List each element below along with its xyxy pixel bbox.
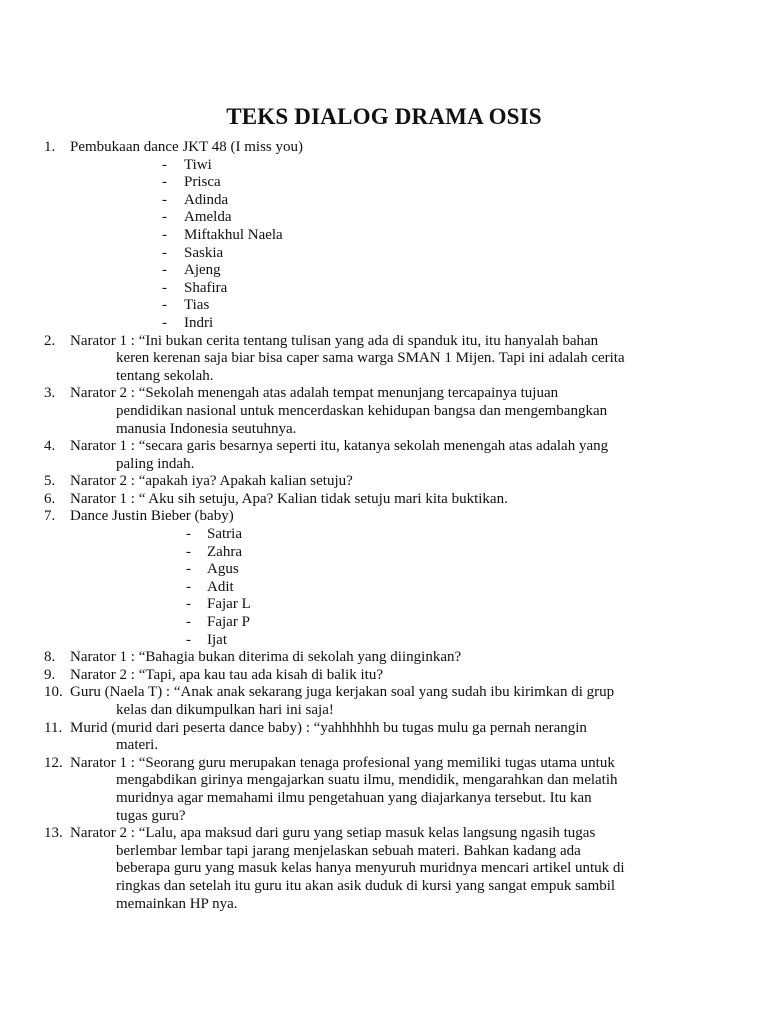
item-line: Narator 1 : “Seorang guru merupakan tenaga profesional yang memiliki tugas utama untuk bbox=[70, 754, 615, 771]
member-name: Tiwi bbox=[184, 156, 212, 173]
member-name: Agus bbox=[207, 561, 239, 578]
list-item-5 bbox=[0, 473, 768, 491]
bullet-dash: - bbox=[186, 596, 191, 613]
list-item-4 bbox=[0, 438, 768, 473]
bullet-dash: - bbox=[162, 191, 167, 208]
item-number: 13. bbox=[44, 825, 63, 842]
member-item bbox=[0, 632, 768, 650]
member-name: Prisca bbox=[184, 174, 221, 191]
item-line: memainkan HP nya. bbox=[116, 895, 238, 912]
item-line: tentang sekolah. bbox=[116, 367, 214, 384]
member-item bbox=[0, 192, 768, 210]
item-line: keren kerenan saja biar bisa caper sama warga SMAN 1 Mijen. Tapi ini adalah cerita bbox=[116, 350, 625, 367]
item-number: 8. bbox=[44, 649, 56, 666]
member-name: Fajar L bbox=[207, 596, 251, 613]
bullet-dash: - bbox=[162, 209, 167, 226]
item-line: kelas dan dikumpulkan hari ini saja! bbox=[116, 702, 334, 718]
bullet-dash: - bbox=[162, 174, 167, 191]
list-item-13 bbox=[0, 825, 768, 913]
list-item-3 bbox=[0, 385, 768, 438]
item-text: Narator 1 : “ Aku sih setuju, Apa? Kalian tidak setuju mari kita buktikan. bbox=[70, 490, 508, 507]
item-line: Narator 2 : “Lalu, apa maksud dari guru yang setiap masuk kelas langsung ngasih tugas bbox=[70, 825, 596, 842]
list-item-10 bbox=[0, 684, 768, 719]
item-line: tugas guru? bbox=[116, 807, 186, 824]
member-item bbox=[0, 596, 768, 614]
item-number: 4. bbox=[44, 438, 56, 455]
member-item bbox=[0, 579, 768, 597]
bullet-dash: - bbox=[162, 297, 167, 314]
item-line: berlembar lembar tapi jarang menjelaskan sebuah materi. Bahkan kadang ada bbox=[116, 842, 581, 859]
list-item-7 bbox=[0, 508, 768, 526]
list-item-8 bbox=[0, 649, 768, 667]
member-name: Zahra bbox=[207, 543, 242, 560]
item-number: 11. bbox=[44, 719, 63, 736]
member-name: Adinda bbox=[184, 191, 229, 208]
item-line: beberapa guru yang masuk kelas hanya menyuruh muridnya mencari artikel untuk di bbox=[116, 860, 625, 877]
item-number: 6. bbox=[44, 490, 56, 507]
item-number: 9. bbox=[44, 666, 56, 683]
list-item-2 bbox=[0, 333, 768, 386]
member-name: Ajeng bbox=[184, 262, 221, 279]
item-number: 3. bbox=[44, 385, 56, 402]
member-name: Shafira bbox=[184, 279, 228, 296]
member-item bbox=[0, 614, 768, 632]
item-line: Murid (murid dari peserta dance baby) : “yahhhhhh bu tugas mulu ga pernah nerangin bbox=[70, 719, 587, 736]
item-line: Narator 2 : “Sekolah menengah atas adalah tempat menunjang tercapainya tujuan bbox=[70, 385, 559, 402]
bullet-dash: - bbox=[186, 526, 191, 543]
dialog-list bbox=[0, 139, 768, 913]
member-item bbox=[0, 227, 768, 245]
item-number: 5. bbox=[44, 473, 56, 490]
bullet-dash: - bbox=[162, 314, 167, 331]
item-line: paling indah. bbox=[116, 455, 195, 472]
member-item bbox=[0, 280, 768, 298]
list-item-12 bbox=[0, 755, 768, 825]
list-item-11 bbox=[0, 720, 768, 755]
item-text: Narator 2 : “apakah iya? Apakah kalian setuju? bbox=[70, 473, 353, 490]
item-number: 10. bbox=[44, 684, 63, 701]
item-text: Narator 2 : “Tapi, apa kau tau ada kisah di balik itu? bbox=[70, 666, 384, 683]
member-name: Miftakhul Naela bbox=[184, 226, 283, 243]
member-item bbox=[0, 157, 768, 175]
item-number: 7. bbox=[44, 508, 56, 525]
item-line: Guru (Naela T) : “Anak anak sekarang juga kerjakan soal yang sudah ibu kirimkan di grup bbox=[70, 684, 615, 701]
item-text: Pembukaan dance JKT 48 (I miss you) bbox=[70, 139, 304, 155]
item-number: 2. bbox=[44, 332, 56, 349]
member-item bbox=[0, 174, 768, 192]
member-name: Amelda bbox=[184, 209, 232, 226]
bullet-dash: - bbox=[186, 631, 191, 648]
member-item bbox=[0, 297, 768, 315]
list-item-1 bbox=[0, 139, 768, 157]
member-item bbox=[0, 561, 768, 579]
bullet-dash: - bbox=[186, 614, 191, 631]
bullet-dash: - bbox=[186, 561, 191, 578]
member-item bbox=[0, 209, 768, 227]
item-line: pendidikan nasional untuk mencerdaskan kehidupan bangsa dan mengembangkan bbox=[116, 402, 608, 419]
item-line: Narator 1 : “Ini bukan cerita tentang tulisan yang ada di spanduk itu, itu hanyalah bahan bbox=[70, 332, 599, 349]
item-number: 1. bbox=[44, 139, 56, 155]
item-line: Narator 1 : “secara garis besarnya seperti itu, katanya sekolah menengah atas adalah yang bbox=[70, 438, 609, 455]
member-item bbox=[0, 245, 768, 263]
member-name: Indri bbox=[184, 314, 214, 331]
item-line: mengabdikan girinya mengajarkan suatu ilmu, mendidik, mengarahkan dan melatih bbox=[116, 772, 618, 789]
list-item-9 bbox=[0, 667, 768, 685]
member-name: Tias bbox=[184, 297, 210, 314]
list-item-6 bbox=[0, 491, 768, 509]
bullet-dash: - bbox=[162, 244, 167, 261]
bullet-dash: - bbox=[186, 543, 191, 560]
item-line: materi. bbox=[116, 737, 159, 754]
bullet-dash: - bbox=[186, 578, 191, 595]
member-item bbox=[0, 262, 768, 280]
member-item bbox=[0, 544, 768, 562]
item-line: manusia Indonesia seutuhnya. bbox=[116, 420, 297, 437]
item-text: Narator 1 : “Bahagia bukan diterima di sekolah yang diinginkan? bbox=[70, 649, 462, 666]
member-name: Saskia bbox=[184, 244, 224, 261]
member-name: Fajar P bbox=[207, 614, 250, 631]
member-name: Adit bbox=[207, 578, 234, 595]
member-name: Satria bbox=[207, 526, 242, 543]
bullet-dash: - bbox=[162, 279, 167, 296]
bullet-dash: - bbox=[162, 226, 167, 243]
member-item bbox=[0, 315, 768, 333]
item-line: muridnya agar memahami ilmu pengetahuan yang diajarkanya tersebut. Itu kan bbox=[116, 789, 592, 806]
bullet-dash: - bbox=[162, 156, 167, 173]
document-title: TEKS DIALOG DRAMA OSIS bbox=[226, 104, 542, 129]
item-number: 12. bbox=[44, 754, 63, 771]
bullet-dash: - bbox=[162, 262, 167, 279]
item-line: ringkas dan setelah itu guru itu akan asik duduk di kursi yang sangat empuk sambil bbox=[116, 877, 616, 894]
item-text: Dance Justin Bieber (baby) bbox=[70, 508, 234, 525]
member-item bbox=[0, 526, 768, 544]
member-name: Ijat bbox=[207, 631, 227, 648]
